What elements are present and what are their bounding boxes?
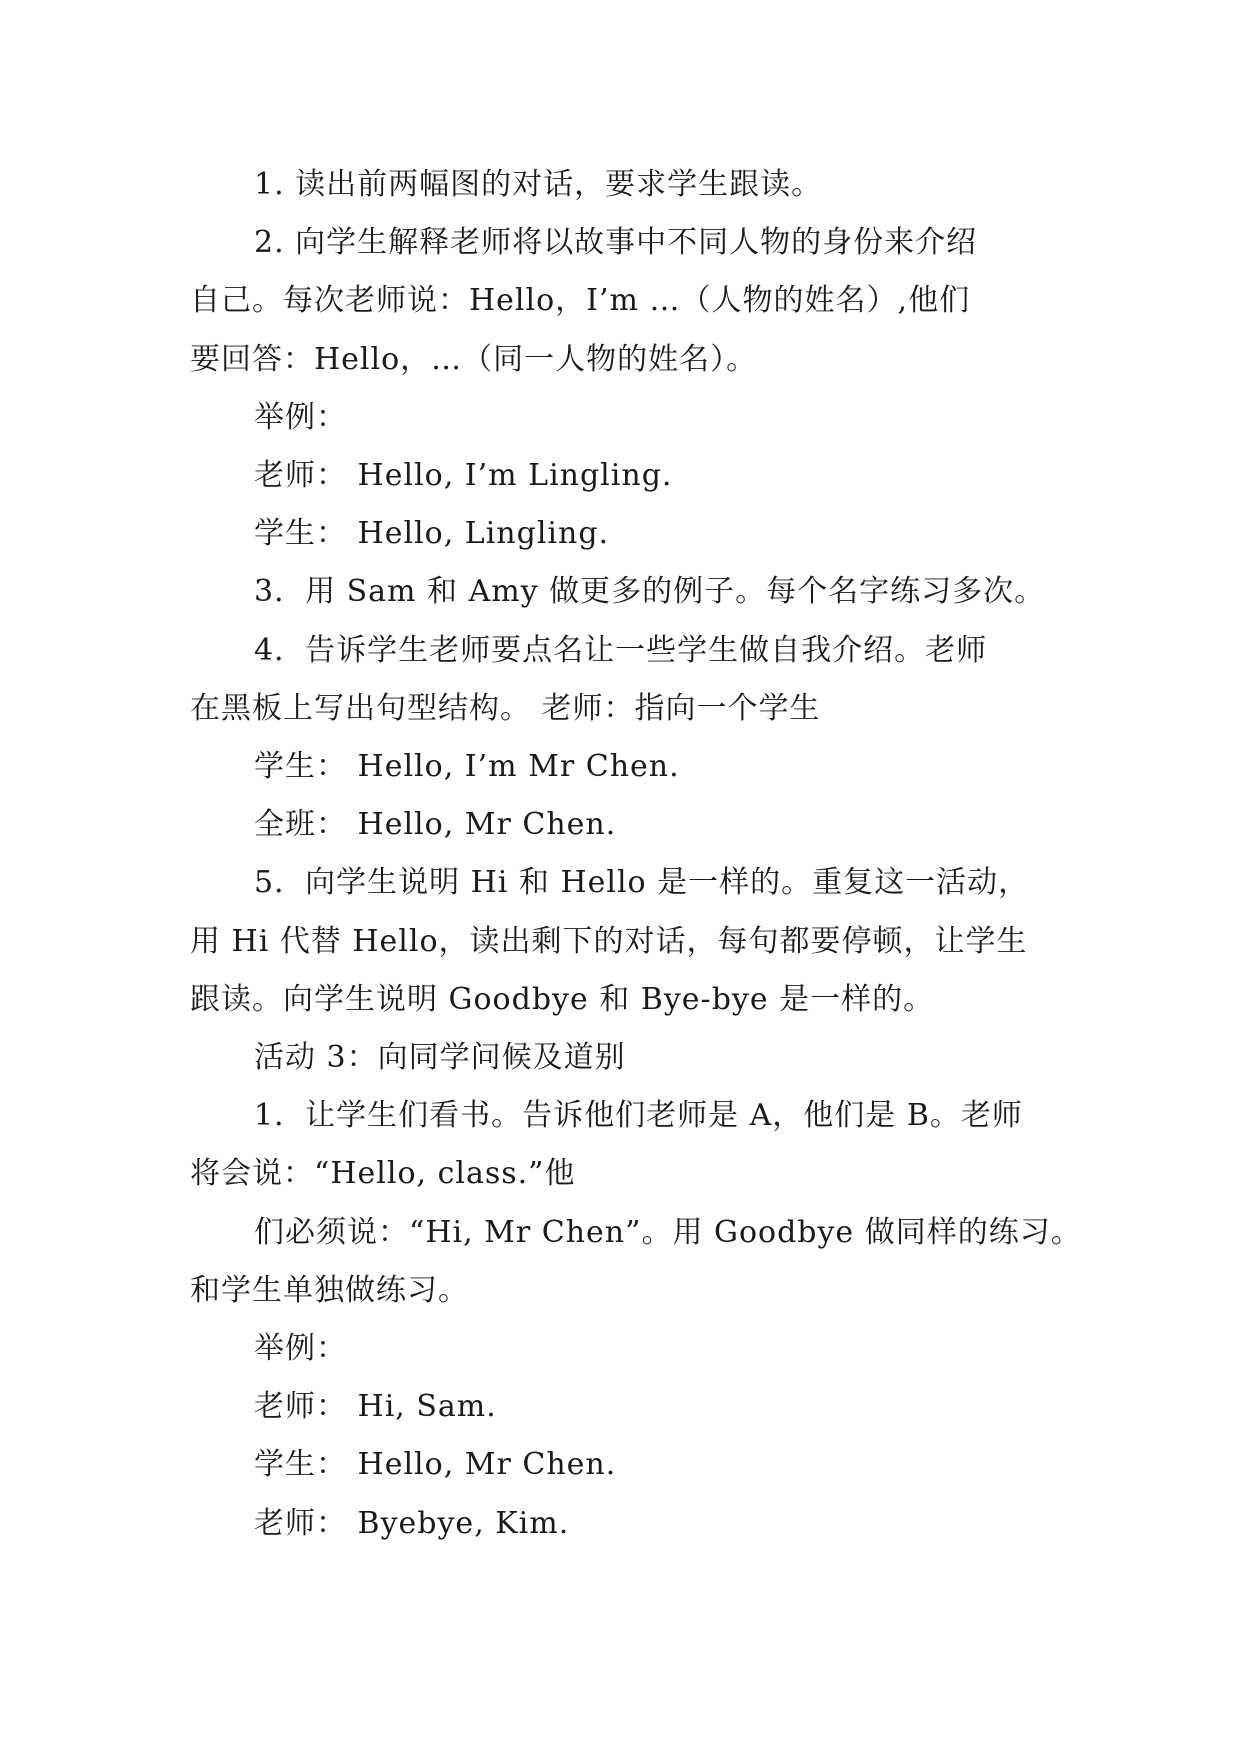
line-student-hello-mr-chen: 学生： Hello, Mr Chen.: [254, 1447, 617, 1483]
line-activity-3-hello-class: 将会说：“Hello, class.”他: [190, 1156, 576, 1192]
line-class-mr-chen: 全班： Hello, Mr Chen.: [254, 807, 617, 843]
line-activity-3-hi-mr-chen: 们必须说：“Hi, Mr Chen”。用 Goodbye 做同样的练习。: [254, 1214, 1082, 1250]
line-step-2-reply: 要回答：Hello，…（同一人物的姓名）。: [190, 341, 758, 377]
line-step-2-explain: 2. 向学生解释老师将以故事中不同人物的身份来介绍: [254, 225, 978, 261]
line-activity-3-step-1: 1．让学生们看书。告诉他们老师是 A，他们是 B。老师: [254, 1098, 1023, 1134]
document-body: [190, 156, 1082, 1553]
line-step-2-continued: 自己。每次老师说：Hello，I’m …（人物的姓名）,他们: [190, 283, 971, 319]
line-activity-3-individual: 和学生单独做练习。: [190, 1272, 469, 1308]
line-student-mr-chen: 学生： Hello, I’m Mr Chen.: [254, 749, 680, 785]
line-teacher-byebye-kim: 老师： Byebye, Kim.: [254, 1505, 570, 1541]
line-step-4-blackboard: 在黑板上写出句型结构。 老师：指向一个学生: [190, 690, 821, 726]
line-step-3-more-examples: 3．用 Sam 和 Amy 做更多的例子。每个名字练习多次。: [254, 574, 1046, 610]
line-example-heading: 举例：: [254, 399, 347, 435]
line-step-1-read-dialogue: 1. 读出前两幅图的对话，要求学生跟读。: [254, 167, 823, 202]
line-step-4-roll-call: 4．告诉学生老师要点名让一些学生做自我介绍。老师: [254, 632, 988, 668]
line-teacher-hi-sam: 老师： Hi, Sam.: [254, 1389, 497, 1425]
line-step-5-replace: 用 Hi 代替 Hello，读出剩下的对话，每句都要停顿，让学生: [190, 923, 1028, 959]
line-step-5-goodbye: 跟读。向学生说明 Goodbye 和 Bye-bye 是一样的。: [190, 981, 935, 1017]
line-teacher-lingling: 老师： Hello, I’m Lingling.: [254, 458, 673, 494]
line-step-5-hi-hello: 5．向学生说明 Hi 和 Hello 是一样的。重复这一活动，: [254, 865, 1030, 901]
line-student-lingling: 学生： Hello, Lingling.: [254, 516, 610, 552]
line-activity-3-heading: 活动 3：向同学问候及道别: [254, 1040, 626, 1076]
line-example-heading-2: 举例：: [254, 1331, 347, 1367]
